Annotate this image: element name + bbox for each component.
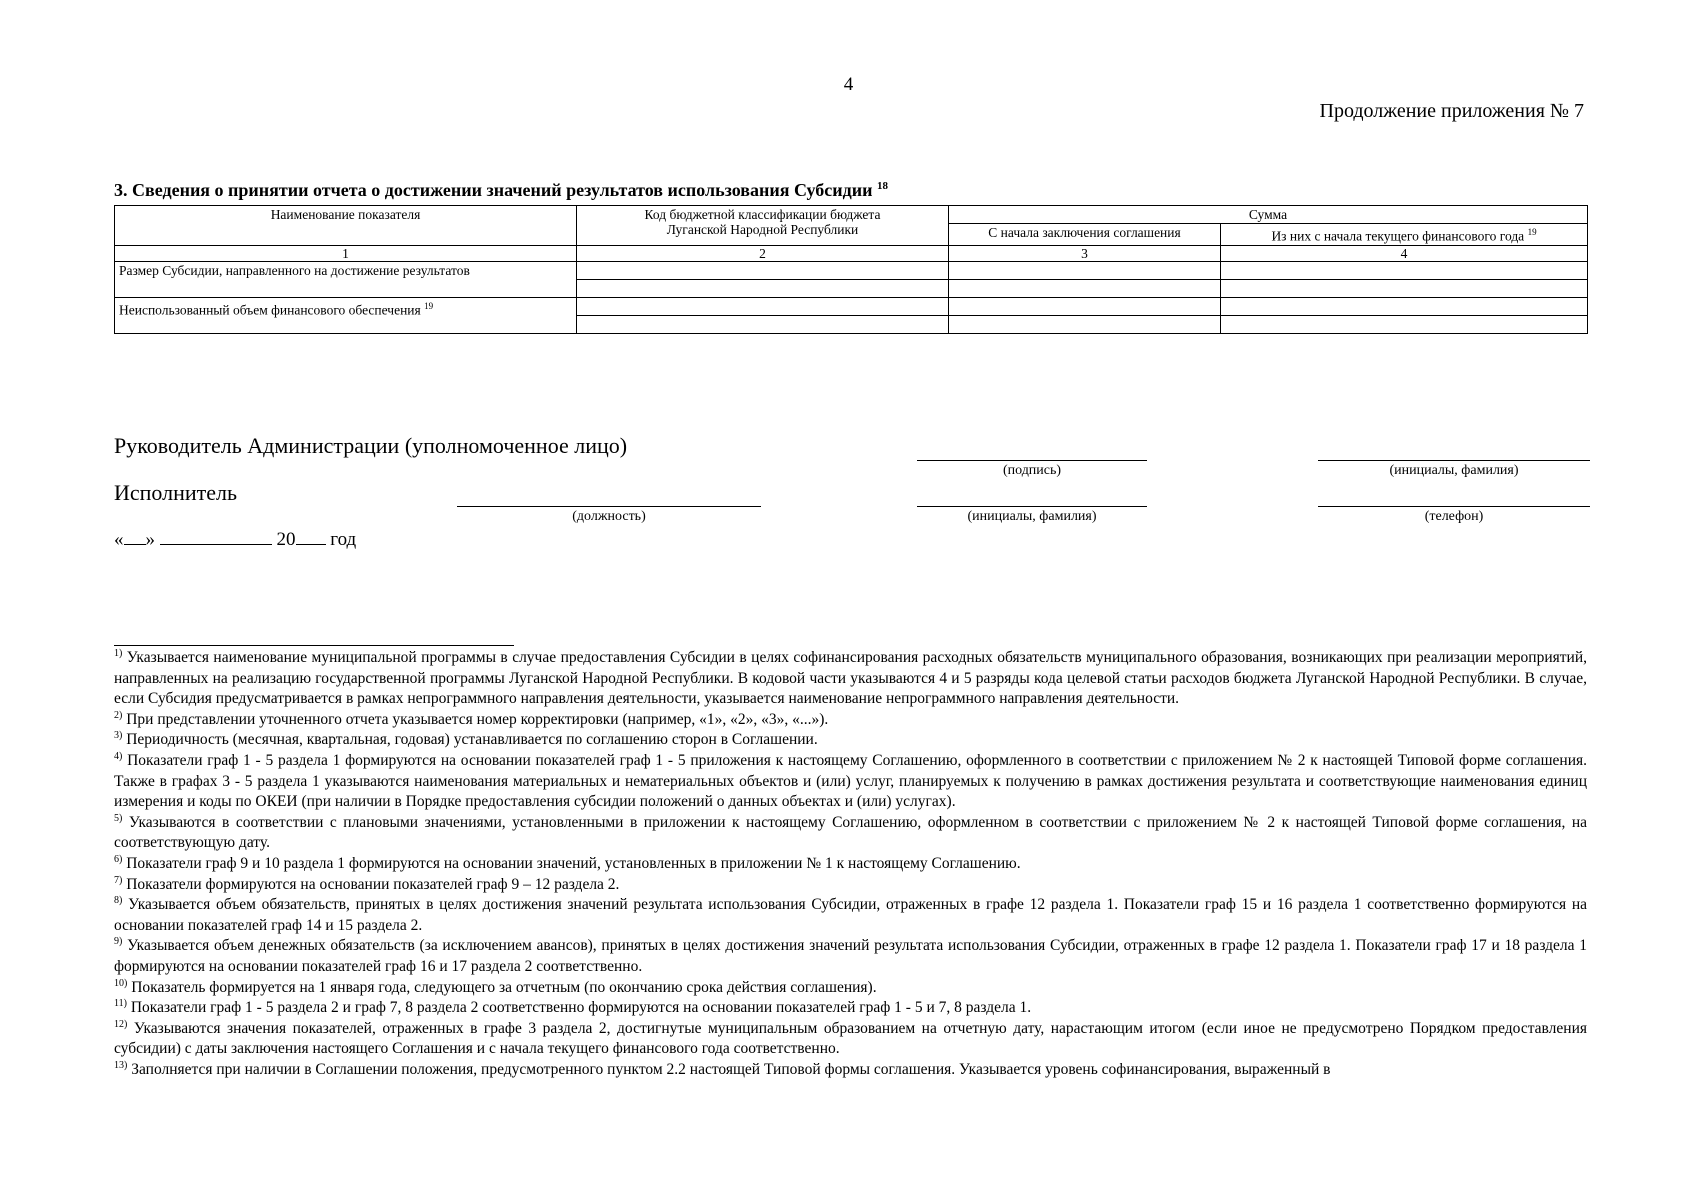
header-indicator-name: Наименование показателя: [115, 206, 577, 246]
footnote-text: Заполняется при наличии в Соглашении положения, предусмотренного пунктом 2.2 настоящей Типовой формы соглашения. Указывается уровень софинансирования, выраженный в: [131, 1060, 1331, 1078]
footnote-mark: 13): [114, 1059, 128, 1071]
row-footnote-ref: 19: [424, 300, 434, 311]
footnotes: [114, 648, 1587, 1080]
caption-position: (должность): [572, 509, 646, 524]
column-number: 1: [115, 245, 577, 261]
header-sum-from-start: С начала заключения соглашения: [949, 224, 1221, 246]
section-title-text: 3. Сведения о принятии отчета о достижении значений результатов использования Субсидии: [114, 180, 873, 200]
table-cell: [1221, 279, 1588, 297]
footnote-mark: 4): [114, 750, 123, 762]
row-label-unused-funding-text: Неиспользованный объем финансового обеспечения: [119, 302, 421, 317]
footnote-mark: 7): [114, 874, 123, 886]
footnote-text: При представлении уточненного отчета указывается номер корректировки (например, «1», «2», «3», «...»).: [126, 710, 829, 728]
caption-executor-initials: (инициалы, фамилия): [967, 509, 1097, 524]
footnote-text: Периодичность (месячная, квартальная, годовая) устанавливается по соглашению сторон в Соглашении.: [126, 731, 818, 749]
caption-phone: (телефон): [1424, 509, 1484, 524]
footnote-text: Показатели граф 1 - 5 раздела 2 и граф 7, 8 раздела 2 соответственно формируются на основании показателей граф 1 - 5 и 7, 8 раздела 1.: [130, 999, 1032, 1017]
phone-line: [1318, 506, 1590, 507]
footnote: [114, 751, 1587, 813]
footnote-text: Указываются значения показателей, отраженных в графе 3 раздела 2, достигнутые муниципальным образованием на отчетную дату, нарастающим итогом (если иное не предусмотрено Порядком предоставления субсидии) с даты заключения настоящего Соглашения и с начала текущего финансового года соответственно.: [114, 1019, 1587, 1058]
footnote-mark: 12): [114, 1018, 128, 1030]
report-table: [114, 205, 1588, 334]
table-cell: [577, 297, 949, 315]
footnote-mark: 1): [114, 647, 123, 659]
table-row: [115, 297, 1588, 315]
year-blank: [296, 528, 326, 545]
footnote-mark: 11): [114, 997, 127, 1009]
footnote-mark: 5): [114, 812, 123, 824]
position-line: [457, 506, 761, 507]
date-open-quote: «: [114, 529, 124, 550]
header-sum-current-year: [1221, 224, 1588, 246]
header-budget-code: [577, 206, 949, 246]
executor-label: Исполнитель: [114, 480, 238, 505]
table-cell: [1221, 315, 1588, 333]
header-footnote-ref: 19: [1527, 227, 1537, 237]
table-row: [115, 261, 1588, 279]
table-cell: [949, 261, 1221, 279]
footnote-text: Показатели граф 1 - 5 раздела 1 формируются на основании показателей граф 1 - 5 приложения к настоящему Соглашению, оформленного в соответствии с приложением № 2 к настоящей Типовой форме соглашения. Также в графах 3 - 5 раздела 1 указываются наименования материальных и нематериальных объектов и (или) услуг, планируемых к получению в рамках достижения результата и соответствующие наименования единиц измерения и коды по ОКЕИ (при наличии в Порядке предоставления субсидии положений о данных объектах и (или) услугах).: [114, 751, 1588, 811]
table-cell: [1221, 261, 1588, 279]
row-label-subsidy-amount: Размер Субсидии, направленного на достижение результатов: [115, 261, 577, 297]
table-cell: [577, 315, 949, 333]
footnote-mark: 3): [114, 730, 123, 742]
table-cell: [949, 297, 1221, 315]
caption-initials: (инициалы, фамилия): [1389, 463, 1519, 478]
executor-initials-line: [917, 506, 1147, 507]
footnote: [114, 1060, 1587, 1081]
footnote-text: Указывается наименование муниципальной программы в случае предоставления Субсидии в целях софинансирования расходных обязательств муниципального образования, возникающих при реализации мероприятий, направленных на реализацию государственной программы Луганской Народной Республики. В кодовой части указываются 4 и 5 разряды кода целевой статьи расходов бюджета Луганской Народной Республики. В случае, если Субсидия предусматривается в рамках непрограммного направления деятельности, указывается наименование непрограммного направления деятельности.: [114, 649, 1587, 708]
column-number: 2: [577, 245, 949, 261]
header-budget-code-line1: Код бюджетной классификации бюджета: [644, 207, 881, 222]
table-cell: [577, 261, 949, 279]
caption-signature: (подпись): [1002, 463, 1062, 478]
table-cell: [577, 279, 949, 297]
date-century: 20: [276, 529, 296, 550]
page-number: 4: [843, 74, 854, 95]
date-line: [114, 528, 356, 551]
header-sum: Сумма: [949, 206, 1588, 224]
header-budget-code-line2: Луганской Народной Республики: [666, 222, 859, 237]
column-numbers-row: [115, 245, 1588, 261]
footnote-text: Показатели граф 9 и 10 раздела 1 формируются на основании значений, установленных в приложении № 1 к настоящему Соглашению.: [126, 854, 1021, 872]
footnote: [114, 895, 1587, 936]
initials-line: [1318, 460, 1590, 461]
day-blank: [124, 528, 146, 545]
footnote-separator: [114, 645, 514, 646]
section-title: [114, 180, 888, 201]
footnote-mark: 8): [114, 894, 123, 906]
footnote: [114, 936, 1587, 977]
column-number: 4: [1221, 245, 1588, 261]
date-year-word: год: [330, 529, 357, 550]
footnote: [114, 875, 1587, 896]
footnote: [114, 710, 1587, 731]
signature-line: [917, 460, 1147, 461]
footnote-text: Указываются в соответствии с плановыми значениями, установленными в приложении к настоящему Соглашению, оформленном в соответствии с приложением № 2 к настоящей Типовой форме соглашения, на соответствующую дату.: [114, 813, 1587, 852]
footnote: [114, 854, 1587, 875]
footnote: [114, 978, 1587, 999]
footnote-text: Указывается объем денежных обязательств (за исключением авансов), принятых в целях достижения значений результата использования Субсидии, отраженных в графе 12 раздела 1. Показатели граф 17 и 18 раздела 1 формируются на основании показателей граф 16 и 17 раздела 2 соответственно.: [114, 937, 1588, 975]
header-sum-current-year-text: Из них с начала текущего финансового года: [1271, 228, 1525, 244]
table-cell: [949, 315, 1221, 333]
table-cell: [1221, 297, 1588, 315]
appendix-label: Продолжение приложения № 7: [1319, 100, 1584, 122]
footnote-text: Показатель формируется на 1 января года, следующего за отчетным (по окончанию срока действия соглашения).: [131, 978, 877, 996]
column-number: 3: [949, 245, 1221, 261]
date-close-quote: »: [145, 529, 155, 550]
footnote-mark: 6): [114, 853, 123, 865]
month-blank: [160, 528, 272, 545]
footnote: [114, 998, 1587, 1019]
footnote-text: Указывается объем обязательств, принятых в целях достижения значений результата использования Субсидии, отраженных в графе 12 раздела 1. Показатели граф 15 и 16 раздела 1 соответственно формируются на основании показателей граф 14 и 15 раздела 2.: [114, 896, 1587, 934]
footnote-text: Показатели формируются на основании показателей граф 9 – 12 раздела 2.: [126, 875, 620, 893]
section-title-footnote-ref: 18: [877, 180, 888, 192]
head-of-administration-label: Руководитель Администрации (уполномоченное лицо): [114, 433, 628, 458]
footnote-mark: 9): [114, 936, 123, 948]
footnote: [114, 730, 1587, 751]
table-cell: [949, 279, 1221, 297]
footnote-mark: 10): [114, 977, 128, 989]
footnote: [114, 648, 1587, 710]
footnote: [114, 1019, 1587, 1060]
footnote-mark: 2): [114, 709, 123, 721]
row-label-unused-funding: [115, 297, 577, 333]
footnote: [114, 813, 1587, 854]
